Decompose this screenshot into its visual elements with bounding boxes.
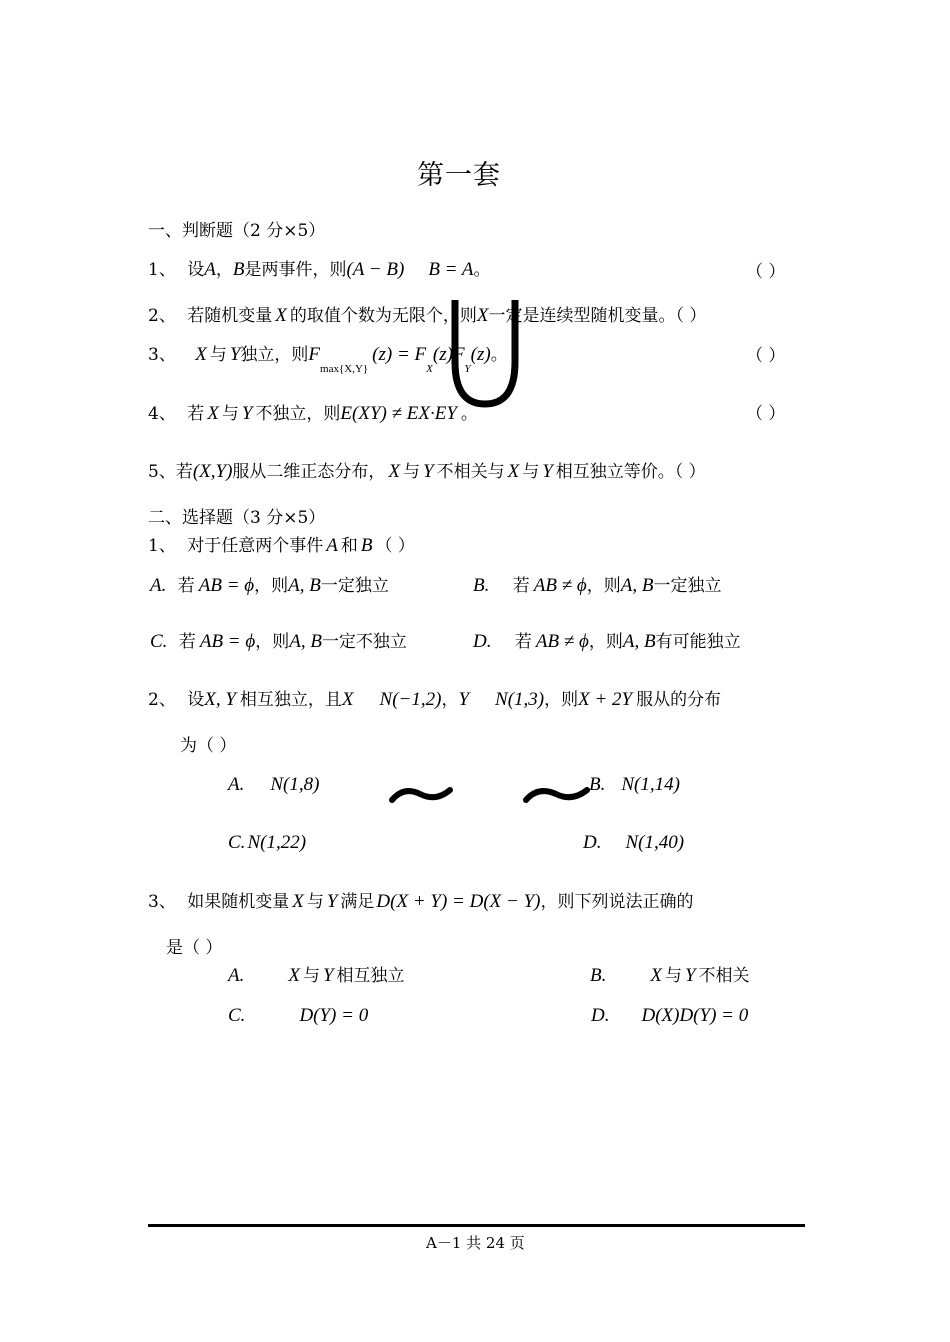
q-number: 4、 [148,404,176,424]
option-value: N(1,8) [270,774,320,795]
q-text: 不相关与 [436,462,505,482]
option-label: A. [150,575,167,596]
q-text: 与 [306,892,324,912]
math-expr: (z)F [432,344,465,365]
q-number: 2、 [148,306,176,326]
q-text: 对于任意两个事件 [187,536,324,556]
math-expr: A, B [620,575,654,596]
math-X: X [207,403,219,424]
math-B: B [232,259,245,280]
math-expr: A, B [622,631,656,652]
answer-paren: （ ） [746,262,786,282]
option-label: C. [228,832,246,853]
option-text: 与 [302,966,320,986]
option-label: A. [228,965,245,986]
q-text: 若随机变量 [187,306,273,326]
math-Y: Y [241,403,253,424]
q-text: 的取值个数为无限个，则 [289,306,477,326]
math-X: X [292,891,304,912]
q-number: 1、 [148,536,176,556]
math-X: X [476,305,489,326]
option-label: C. [228,1005,246,1026]
q-text: ， [441,690,459,710]
math-expr: D(X)D(Y) = 0 [641,1005,749,1026]
math-expr: X, Y [204,689,236,710]
option-label: B. [589,774,606,795]
option-label: D. [473,631,492,652]
q-text: 设 [187,690,205,710]
subscript-max: max{X,Y} [320,363,369,375]
option-value: N(1,40) [625,832,685,853]
section2-heading: 二、选择题（3 分×5） [148,508,326,528]
math-expr: N(−1,2) [379,689,442,710]
q-text: 独立，则 [240,345,309,365]
math-expr: D(Y) = 0 [299,1005,369,1026]
math-expr: AB ≠ ϕ [535,631,589,652]
q-text: 相互独立，且 [239,690,342,710]
option-text: 若 [512,576,530,596]
option-text: 不相关 [698,966,750,986]
q-number: 3、 [148,345,176,365]
math-expr: A, B [289,631,322,652]
option-text: ，则 [255,632,290,652]
option-label: A. [228,774,245,795]
math-Y: Y [229,344,241,365]
choice-q3-line2: 是（ ） [166,938,223,958]
q-text: 与 [403,462,421,482]
option-value: N(1,22) [247,832,307,853]
math-expr: AB ≠ ϕ [533,575,587,596]
option-text: 与 [664,966,682,986]
page-footer: A－1 共 24 页 [426,1234,525,1252]
math-expr: D(X + Y) = D(X − Y) [376,891,541,912]
option-text: 若 [514,632,532,652]
math-expr: AB = ϕ [198,575,255,596]
math-X: X [650,965,662,986]
option-text: 一定独立 [320,576,389,596]
option-text: ，则 [588,632,623,652]
q-text: 。 [473,260,491,280]
option-label: C. [150,631,168,652]
q-text: ，则下列说法正确的 [540,892,694,912]
math-A: A [326,535,338,556]
math-expr: (A − B) [346,259,405,280]
math-expr: X + 2Y [578,689,633,710]
math-Y: Y [322,965,334,986]
subscript-X: X [426,363,433,375]
q-text: 一定是连续型随机变量。（ ） [488,306,707,326]
tilde-symbol [526,790,587,800]
q-text: 。 [490,345,508,365]
subscript-Y: Y [464,363,471,375]
footer-rule [148,1224,805,1227]
q-text: 若 [187,404,205,424]
q-text: 服从二维正态分布， [232,462,386,482]
math-Y: Y [326,891,338,912]
option-label: B. [473,575,490,596]
math-Y: Y [423,461,434,482]
answer-paren: （ ） [746,346,786,366]
math-F: F [308,344,321,365]
q-text: 。 [460,404,478,424]
math-B: B [360,535,373,556]
q-text: （ ） [375,536,415,556]
q-number: 3、 [148,892,176,912]
q-text: 如果随机变量 [187,892,290,912]
option-text: 一定独立 [653,576,722,596]
math-A: A [204,259,216,280]
option-value: N(1,14) [621,774,680,795]
option-text: 有可能独立 [655,632,741,652]
page-title: 第一套 [417,160,501,191]
math-expr: (z) [470,344,491,365]
math-expr: (X,Y) [192,461,233,482]
q-text: 不独立，则 [255,404,341,424]
q-text: 设 [187,260,205,280]
math-Y: Y [542,461,553,482]
math-expr: A, B [288,575,321,596]
q-text: 是两事件，则 [244,260,347,280]
math-expr: AB = ϕ [199,631,256,652]
q-text: ， [215,260,233,280]
q-number: 5、若 [148,462,193,482]
tilde-symbol [392,790,450,800]
q-text: 满足 [340,892,375,912]
math-expr: E(XY) ≠ EX·EY [340,403,457,424]
option-text: 一定不独立 [321,632,407,652]
math-expr: B = A [428,259,474,280]
q-text: 和 [340,536,358,556]
option-label: B. [590,965,607,986]
option-text: 若 [177,576,195,596]
math-expr: (z) = F [372,344,427,365]
math-X: X [275,305,287,326]
math-Y: Y [684,965,696,986]
q-text: 与 [209,345,227,365]
q-text: 服从的分布 [636,690,722,710]
option-text: ，则 [254,576,289,596]
option-text: 相互独立 [336,966,405,986]
math-expr: N(1,3) [495,689,545,710]
math-X: X [507,461,520,482]
option-text: 若 [178,632,196,652]
section1-heading: 一、判断题（2 分×5） [148,221,326,241]
q-text: 相互独立等价。（ ） [555,462,706,482]
math-X: X [341,689,354,710]
choice-q2-line2: 为（ ） [180,736,237,756]
q-text: 与 [522,462,540,482]
math-Y: Y [458,689,470,710]
option-label: D. [583,832,602,853]
q-number: 1、 [148,260,176,280]
q-text: 与 [221,404,239,424]
option-text: ，则 [586,576,621,596]
q-number: 2、 [148,690,176,710]
union-symbol [455,300,515,404]
q-text: ，则 [544,690,579,710]
math-X: X [288,965,300,986]
math-X: X [388,461,401,482]
math-X: X [195,344,207,365]
answer-paren: （ ） [746,404,786,424]
option-label: D. [591,1005,610,1026]
